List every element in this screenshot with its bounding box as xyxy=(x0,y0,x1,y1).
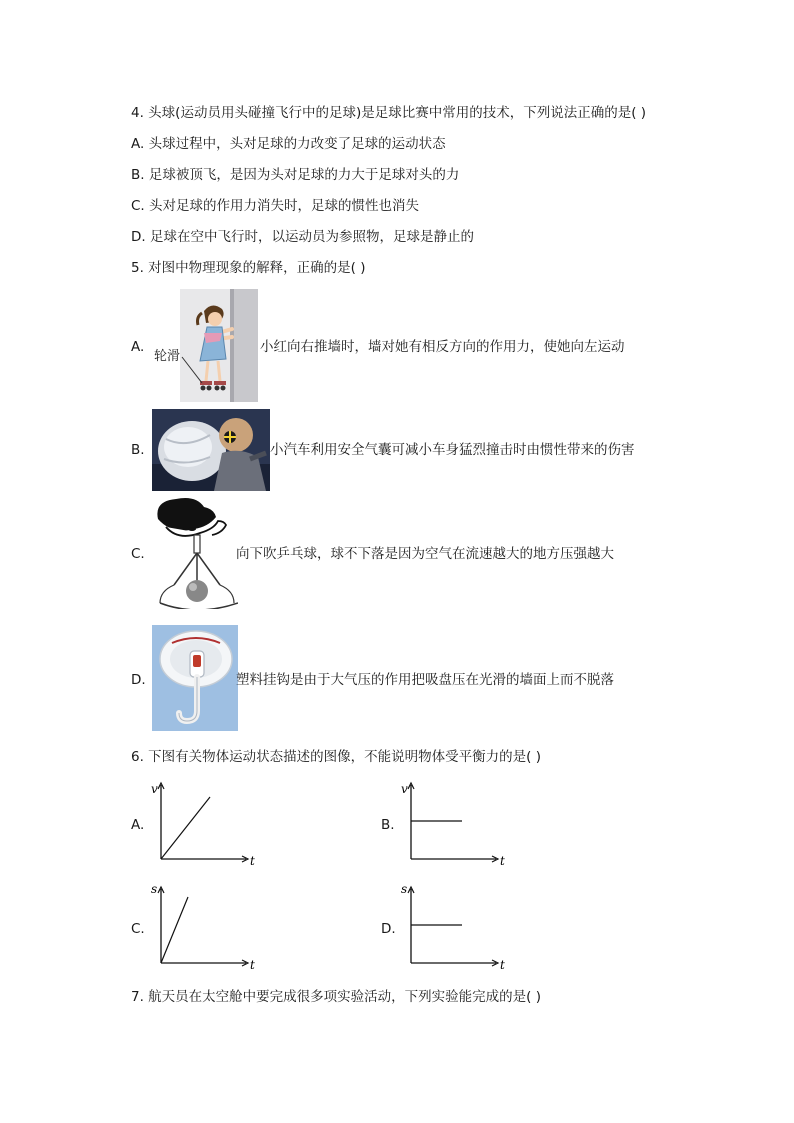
graph-a-y-label: v xyxy=(151,782,158,796)
q6-option-a-letter[interactable]: A. xyxy=(131,817,145,833)
q6-graph-c xyxy=(148,883,258,973)
q6-graph-a xyxy=(148,779,258,869)
q4-option-b[interactable]: B. 足球被顶飞，是因为头对足球的力大于足球对头的力 xyxy=(131,167,460,183)
question-6-stem: 6. 下图有关物体运动状态描述的图像，不能说明物体受平衡力的是( ) xyxy=(131,749,541,765)
q4-option-d[interactable]: D. 足球在空中飞行时，以运动员为参照物，足球是静止的 xyxy=(131,229,474,245)
q6-graph-b xyxy=(398,779,508,869)
q6-option-b-letter[interactable]: B. xyxy=(381,817,395,833)
question-7-stem: 7. 航天员在太空舱中要完成很多项实验活动，下列实验能完成的是( ) xyxy=(131,989,541,1005)
q5-option-b-text[interactable]: 小汽车利用安全气囊可减小车身猛烈撞击时由惯性带来的伤害 xyxy=(270,442,635,458)
graph-b-y-label: v xyxy=(401,782,408,796)
q5-option-a-text[interactable]: 小红向右推墙时，墙对她有相反方向的作用力，使她向左运动 xyxy=(260,339,625,355)
question-4-stem: 4. 头球(运动员用头碰撞飞行中的足球)是足球比赛中常用的技术，下列说法正确的是( ) xyxy=(131,105,647,121)
q4-option-c[interactable]: C. 头对足球的作用力消失时，足球的惯性也消失 xyxy=(131,198,420,214)
suction-cup-hook-image xyxy=(152,625,238,731)
q6-graph-d xyxy=(398,883,508,973)
airbag-crash-test-image xyxy=(152,409,270,491)
graph-c-y-label: s xyxy=(151,883,158,896)
graph-d-y-label: s xyxy=(401,883,408,896)
q5-option-b-letter[interactable]: B. xyxy=(131,442,145,458)
graph-d-x-label: t xyxy=(500,958,505,972)
q4-option-a[interactable]: A. 头球过程中，头对足球的力改变了足球的运动状态 xyxy=(131,136,446,152)
q5-option-a-letter[interactable]: A. xyxy=(131,339,145,355)
roller-skate-label: 轮滑 xyxy=(154,349,181,364)
graph-b-x-label: t xyxy=(500,854,505,868)
graph-a-x-label: t xyxy=(250,854,255,868)
question-5-stem: 5. 对图中物理现象的解释，正确的是( ) xyxy=(131,260,366,276)
blowing-ping-pong-ball-image xyxy=(152,497,238,609)
q5-option-c-text[interactable]: 向下吹乒乓球，球不下落是因为空气在流速越大的地方压强越大 xyxy=(236,546,614,562)
q5-option-d-text[interactable]: 塑料挂钩是由于大气压的作用把吸盘压在光滑的墙面上而不脱落 xyxy=(236,672,614,688)
q5-option-c-letter[interactable]: C. xyxy=(131,546,145,562)
graph-c-x-label: t xyxy=(250,958,255,972)
q6-option-c-letter[interactable]: C. xyxy=(131,921,145,937)
q6-option-d-letter[interactable]: D. xyxy=(381,921,396,937)
roller-skating-girl-image xyxy=(152,289,260,402)
q5-option-d-letter[interactable]: D. xyxy=(131,672,146,688)
